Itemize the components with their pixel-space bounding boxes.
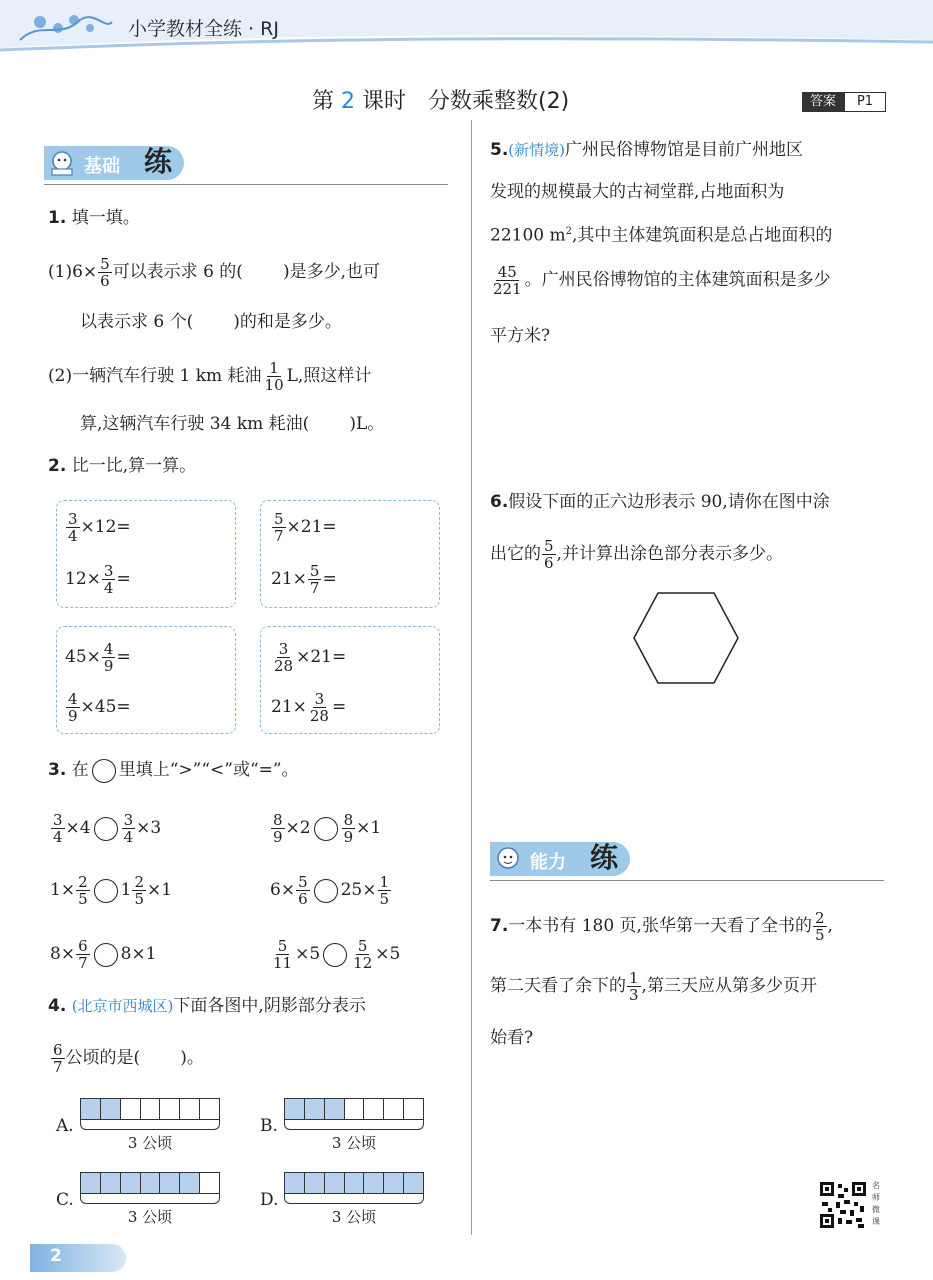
fraction bbox=[271, 938, 294, 971]
brace bbox=[284, 1120, 424, 1130]
q3-number: 3. bbox=[48, 760, 67, 780]
text-run: (2)一辆汽车行驶 1 km 耗油 bbox=[48, 366, 262, 386]
calc-row bbox=[271, 563, 337, 596]
column-divider bbox=[471, 120, 472, 1235]
text-run: = bbox=[331, 697, 347, 717]
text-run: 出它的 bbox=[490, 544, 541, 564]
numerator: 5 bbox=[357, 937, 368, 955]
empty-cell bbox=[121, 1099, 141, 1119]
numerator: 2 bbox=[814, 909, 825, 927]
q7-line1 bbox=[490, 910, 833, 943]
fraction bbox=[271, 812, 285, 845]
calc-row bbox=[271, 691, 346, 724]
shaded-cell bbox=[384, 1173, 404, 1193]
text-run: ×1 bbox=[146, 880, 173, 900]
calc-box-3 bbox=[56, 626, 236, 734]
fraction bbox=[491, 264, 524, 297]
section-ability-big: 练 bbox=[590, 841, 619, 874]
bar-unit-label: 3 公顷 bbox=[127, 1134, 173, 1152]
shaded-cell bbox=[345, 1173, 365, 1193]
numerator: 5 bbox=[544, 537, 554, 555]
fraction bbox=[66, 511, 80, 544]
shaded-cell bbox=[364, 1173, 384, 1193]
text-run: 6× bbox=[270, 880, 296, 900]
empty-cell bbox=[404, 1099, 423, 1119]
q1-part2-line1 bbox=[48, 360, 371, 393]
shaded-cell bbox=[180, 1173, 200, 1193]
compare-circle[interactable] bbox=[94, 817, 118, 841]
numerator: 5 bbox=[277, 937, 288, 955]
numerator: 5 bbox=[100, 255, 110, 273]
page-number: 2 bbox=[50, 1246, 62, 1266]
numerator: 3 bbox=[53, 811, 63, 829]
fraction bbox=[272, 641, 295, 674]
shaded-cell bbox=[285, 1099, 305, 1119]
text-run: ×4 bbox=[65, 818, 91, 838]
empty-cell bbox=[200, 1173, 219, 1193]
denominator: 5 bbox=[814, 926, 825, 944]
shaded-cell bbox=[121, 1173, 141, 1193]
calc-box-2 bbox=[260, 500, 440, 608]
numerator: 8 bbox=[273, 811, 283, 829]
text-run: = bbox=[322, 569, 337, 589]
fraction bbox=[272, 511, 286, 544]
numerator: 4 bbox=[103, 640, 114, 658]
compare-circle[interactable] bbox=[314, 817, 338, 841]
section-basic-label: 基础 bbox=[84, 156, 120, 177]
denominator: 7 bbox=[53, 1058, 63, 1076]
numerator: 3 bbox=[103, 562, 114, 580]
text-run: )的和是多少。 bbox=[233, 312, 342, 332]
text-run: L,照这样计 bbox=[286, 366, 372, 386]
compare-circle[interactable] bbox=[323, 943, 347, 967]
numerator: 4 bbox=[68, 690, 78, 708]
text-run: 12× bbox=[65, 569, 101, 589]
fraction bbox=[342, 812, 356, 845]
text-run: 假设下面的正六边形表示 90,请你在图中涂 bbox=[508, 492, 830, 512]
text-run: 45× bbox=[65, 647, 101, 667]
shaded-cell bbox=[160, 1173, 180, 1193]
text-run: 21× bbox=[271, 697, 307, 717]
shaded-cell bbox=[305, 1173, 325, 1193]
text-run: (1)6× bbox=[48, 262, 98, 282]
option-letter: D. bbox=[260, 1190, 279, 1210]
page-number-pill bbox=[30, 1244, 126, 1272]
superscript: 2 bbox=[565, 226, 572, 237]
fraction bbox=[102, 563, 116, 596]
compare-row bbox=[270, 812, 381, 845]
numerator: 6 bbox=[53, 1041, 63, 1059]
fraction bbox=[308, 691, 331, 724]
shaded-cell bbox=[305, 1099, 325, 1119]
fraction bbox=[378, 874, 392, 907]
numerator: 6 bbox=[78, 937, 88, 955]
empty-cell bbox=[384, 1099, 404, 1119]
text-run: 一本书有 180 页,张华第一天看了全书的 bbox=[508, 916, 812, 936]
text-run: ×21= bbox=[296, 647, 347, 667]
denominator: 4 bbox=[103, 579, 114, 597]
text-run: 在 bbox=[71, 760, 89, 780]
option-letter: C. bbox=[56, 1190, 74, 1210]
q7-number: 7. bbox=[490, 916, 509, 936]
denominator: 5 bbox=[379, 890, 390, 908]
q1-title bbox=[48, 206, 140, 230]
circle-blank-icon bbox=[92, 759, 116, 783]
q1-part1-line2 bbox=[80, 310, 342, 334]
calc-row bbox=[65, 691, 131, 724]
qr-code-icon[interactable] bbox=[818, 1180, 868, 1230]
denominator: 5 bbox=[134, 890, 144, 908]
brace bbox=[80, 1120, 220, 1130]
fraction bbox=[76, 874, 90, 907]
denominator: 4 bbox=[53, 828, 63, 846]
text-run: 以表示求 6 个( bbox=[80, 312, 194, 332]
calc-row bbox=[65, 563, 131, 596]
numerator: 5 bbox=[298, 873, 308, 891]
text-run: 21× bbox=[271, 569, 307, 589]
empty-cell bbox=[364, 1099, 384, 1119]
bar-unit-label: 3 公顷 bbox=[127, 1208, 173, 1226]
text-run: 1× bbox=[50, 880, 76, 900]
q4-source-tag: (北京市西城区) bbox=[71, 997, 174, 1015]
section-basic-header bbox=[44, 146, 448, 186]
fraction bbox=[308, 563, 322, 596]
text-run: 下面各图中,阴影部分表示 bbox=[173, 996, 366, 1016]
text-run: ×1 bbox=[356, 818, 382, 838]
option-letter: B. bbox=[260, 1116, 278, 1136]
empty-cell bbox=[180, 1099, 200, 1119]
denominator: 9 bbox=[68, 707, 78, 725]
numerator: 8 bbox=[343, 811, 354, 829]
fraction bbox=[122, 812, 136, 845]
text-run: ×45= bbox=[80, 697, 131, 717]
text-run: 8× bbox=[50, 944, 76, 964]
section-ability-header bbox=[490, 842, 884, 882]
q1-part2-line2 bbox=[80, 412, 384, 436]
fraction bbox=[102, 641, 116, 674]
lesson-number: 2 bbox=[341, 89, 356, 114]
text-run: 。广州民俗博物馆的主体建筑面积是多少 bbox=[524, 270, 831, 290]
q5-line5: 平方米? bbox=[490, 326, 551, 346]
denominator: 28 bbox=[309, 707, 329, 725]
area-bar bbox=[284, 1098, 424, 1120]
answer-tag bbox=[802, 92, 886, 112]
fraction bbox=[542, 538, 556, 571]
denominator: 7 bbox=[309, 579, 320, 597]
compare-circle[interactable] bbox=[314, 879, 338, 903]
lesson-name: 课时 分数乘整数(2) bbox=[362, 89, 570, 114]
q4-line2 bbox=[50, 1042, 204, 1075]
text-run: ×12= bbox=[80, 517, 131, 537]
denominator: 221 bbox=[493, 280, 522, 298]
q3-title bbox=[48, 758, 299, 783]
calc-box-1 bbox=[56, 500, 236, 608]
denominator: 9 bbox=[343, 828, 354, 846]
text-run: 第二天看了余下的 bbox=[490, 976, 626, 996]
answer-label: 答案 bbox=[802, 92, 844, 112]
fraction bbox=[296, 874, 310, 907]
numerator: 3 bbox=[314, 690, 325, 708]
shaded-cell bbox=[141, 1173, 161, 1193]
text-run: = bbox=[116, 569, 131, 589]
text-run: 8×1 bbox=[120, 944, 157, 964]
numerator: 1 bbox=[379, 873, 390, 891]
text-run: 公顷的是( bbox=[65, 1048, 141, 1068]
text-run: 1 bbox=[120, 880, 132, 900]
text-run: ,并计算出涂色部分表示多少。 bbox=[556, 544, 783, 564]
area-bar bbox=[80, 1098, 220, 1120]
shaded-cell bbox=[325, 1173, 345, 1193]
numerator: 5 bbox=[309, 562, 320, 580]
text-run: 广州民俗博物馆是目前广州地区 bbox=[565, 140, 804, 160]
q5-line4 bbox=[490, 264, 831, 297]
denominator: 9 bbox=[103, 657, 114, 675]
text-run: ,其中主体建筑面积是总占地面积的 bbox=[571, 225, 833, 246]
q5-line3 bbox=[490, 220, 832, 248]
q5-line2: 发现的规模最大的古祠堂群,占地面积为 bbox=[490, 182, 785, 202]
text-run: 22100 m bbox=[490, 225, 566, 246]
denominator: 4 bbox=[68, 527, 78, 545]
denominator: 4 bbox=[123, 828, 134, 846]
shaded-cell bbox=[81, 1173, 101, 1193]
shaded-cell bbox=[325, 1099, 345, 1119]
shaded-cell bbox=[285, 1173, 305, 1193]
q5-source-tag: (新情境) bbox=[508, 141, 566, 159]
empty-cell bbox=[345, 1099, 365, 1119]
section-ability-label: 能力 bbox=[530, 852, 566, 873]
fraction bbox=[51, 1042, 65, 1075]
answer-page: P1 bbox=[844, 92, 886, 112]
text-run: , bbox=[827, 916, 833, 936]
q7-line2 bbox=[490, 970, 817, 1003]
fraction bbox=[66, 691, 80, 724]
shaded-cell bbox=[404, 1173, 423, 1193]
calc-row bbox=[271, 511, 337, 544]
text-run: ×3 bbox=[136, 818, 162, 838]
fraction bbox=[132, 874, 146, 907]
numerator: 1 bbox=[269, 359, 279, 377]
numerator: 3 bbox=[123, 811, 134, 829]
text-run: ×5 bbox=[295, 944, 321, 964]
empty-cell bbox=[200, 1099, 219, 1119]
q4-number: 4. bbox=[48, 996, 67, 1016]
hexagon-figure[interactable] bbox=[630, 590, 742, 686]
text-run: ×5 bbox=[375, 944, 401, 964]
q7-line3: 始看? bbox=[490, 1028, 534, 1048]
calc-row bbox=[65, 641, 131, 674]
denominator: 10 bbox=[264, 376, 284, 394]
numerator: 5 bbox=[274, 510, 284, 528]
text-run: ×2 bbox=[285, 818, 311, 838]
fraction bbox=[627, 970, 641, 1003]
numerator: 1 bbox=[629, 969, 639, 987]
q4-line1 bbox=[48, 994, 366, 1018]
numerator: 2 bbox=[78, 873, 88, 891]
text-run: ,第三天应从第多少页开 bbox=[641, 976, 817, 996]
denominator: 5 bbox=[78, 890, 88, 908]
calc-row bbox=[271, 641, 346, 674]
denominator: 6 bbox=[298, 890, 308, 908]
text-run: 里填上“>”“<”或“=”。 bbox=[118, 760, 299, 780]
numerator: 45 bbox=[497, 263, 517, 281]
denominator: 28 bbox=[274, 657, 294, 675]
text-run: )是多少,也可 bbox=[282, 262, 380, 282]
lesson-title bbox=[312, 84, 569, 115]
brace bbox=[284, 1194, 424, 1204]
denominator: 6 bbox=[100, 272, 110, 290]
q1-part1-line1 bbox=[48, 256, 380, 289]
denominator: 12 bbox=[353, 954, 373, 972]
q2-title bbox=[48, 454, 196, 478]
denominator: 6 bbox=[544, 554, 554, 572]
option-letter: A. bbox=[56, 1116, 74, 1136]
denominator: 7 bbox=[78, 954, 88, 972]
empty-cell bbox=[141, 1099, 161, 1119]
q1-number: 1. bbox=[48, 208, 67, 228]
shaded-cell bbox=[81, 1099, 101, 1119]
section-underline bbox=[490, 880, 884, 881]
fraction bbox=[98, 256, 112, 289]
q2-number: 2. bbox=[48, 456, 67, 476]
qr-side-text: 名师微课 bbox=[872, 1181, 880, 1226]
q5-number: 5. bbox=[490, 140, 509, 160]
compare-row bbox=[50, 938, 157, 971]
text-run: ×21= bbox=[286, 517, 337, 537]
lesson-label: 第 bbox=[312, 89, 335, 114]
text-run: 算,这辆汽车行驶 34 km 耗油( bbox=[80, 414, 310, 434]
denominator: 11 bbox=[273, 954, 293, 972]
bar-unit-label: 3 公顷 bbox=[331, 1208, 377, 1226]
reading-mascot-icon bbox=[48, 150, 76, 176]
q6-number: 6. bbox=[490, 492, 509, 512]
q6-line1 bbox=[490, 490, 830, 514]
area-bar bbox=[284, 1172, 424, 1194]
q2-title-text: 比一比,算一算。 bbox=[71, 456, 197, 476]
q1-title-text: 填一填。 bbox=[71, 208, 140, 228]
fraction bbox=[263, 360, 286, 393]
compare-row bbox=[50, 874, 172, 907]
text-run: 可以表示求 6 的( bbox=[112, 262, 243, 282]
q6-line2 bbox=[490, 538, 783, 571]
section-basic-big: 练 bbox=[144, 145, 173, 178]
empty-cell bbox=[160, 1099, 180, 1119]
shaded-cell bbox=[101, 1173, 121, 1193]
numerator: 2 bbox=[134, 873, 144, 891]
calc-row bbox=[65, 511, 131, 544]
text-run: 25× bbox=[340, 880, 377, 900]
mascot-icon bbox=[494, 846, 522, 872]
denominator: 3 bbox=[629, 986, 639, 1004]
bar-unit-label: 3 公顷 bbox=[331, 1134, 377, 1152]
numerator: 3 bbox=[278, 640, 289, 658]
area-bar bbox=[80, 1172, 220, 1194]
section-underline bbox=[44, 184, 448, 185]
fraction bbox=[51, 812, 65, 845]
compare-circle[interactable] bbox=[94, 943, 118, 967]
fraction bbox=[813, 910, 827, 943]
calc-box-4 bbox=[260, 626, 440, 734]
text-run: )。 bbox=[180, 1048, 204, 1068]
denominator: 9 bbox=[273, 828, 283, 846]
compare-row bbox=[270, 874, 392, 907]
shaded-cell bbox=[101, 1099, 121, 1119]
compare-circle[interactable] bbox=[94, 879, 118, 903]
denominator: 7 bbox=[274, 527, 284, 545]
series-title: 小学教材全练 · RJ bbox=[128, 18, 279, 40]
fraction bbox=[76, 938, 90, 971]
text-run: )L。 bbox=[349, 414, 385, 434]
compare-row bbox=[50, 812, 161, 845]
fraction bbox=[351, 938, 374, 971]
compare-row bbox=[270, 938, 400, 971]
brace bbox=[80, 1194, 220, 1204]
text-run: = bbox=[116, 647, 131, 667]
numerator: 3 bbox=[68, 510, 78, 528]
q5-line1 bbox=[490, 138, 803, 162]
